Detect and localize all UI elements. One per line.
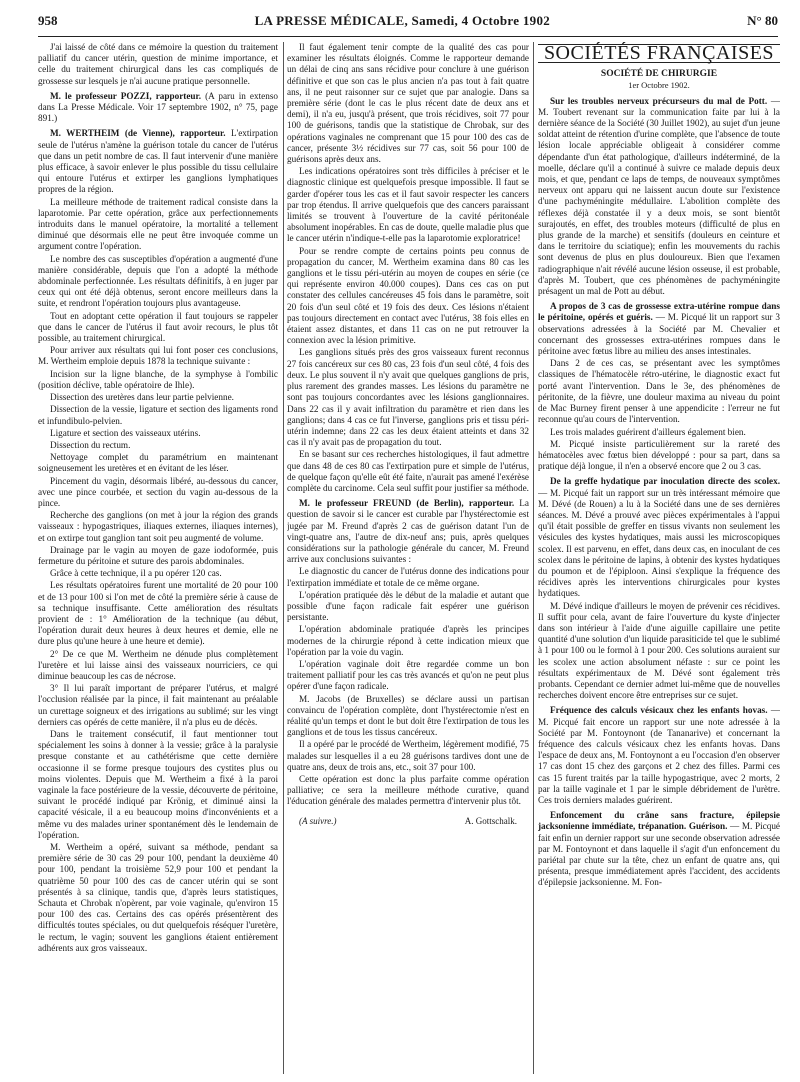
paragraph (38, 91, 278, 125)
paragraph-text: — M. Picqué fait encore un rapport sur une note adressée à la Société par M. Fontoynont (de Tananarive) et concernant la fréquence des calculs vésicaux chez les enfants hovas. Dans l'espace de deux ans, M. Fontoynont a eu l'occasion d'en observer 17 cas dont 15 chez des garçons et 2 chez des filles. Parmi ces cas 15 furent traités par la taille hypogastrique, avec 2 morts, 2 par la taille vaginale et 1 par le simple débridement de l'urètre. Ces trois derniers malades guérirent. (538, 705, 780, 805)
paragraph: M. Wertheim a opéré, suivant sa méthode, pendant sa première série de 30 cas 29 pour 100, pendant la deuxième 40 pour 100, pendant la troisième 52,9 pour 100 et pendant la quatrième 50 pour 100 des cas de cancer utérin qui se sont présentés à sa clinique, tandis que, d'après leurs statistiques, Schauta et Chrobak n'opèrent, par voie vaginale, qu'environ 15 pour 100 des cas. Certains des cas opérés présentèrent des difficultés toutes spéciales, ou dut quelquefois réséquer l'uretère, le rectum, le vagin; souvent les ganglions étaient entièrement adhérents aux gros vaisseaux. (38, 842, 278, 953)
paragraph: Dans le traitement consécutif, il faut mentionner tout spécialement les soins à donner à la vessie; grâce à la paralysie presque constante et au cathétérisme que cette dernière occasionne il se forme presque toujours des cystites plus ou moins violentes. Depuis que M. Wertheim a fixé à la paroi vaginale la face postérieure de la vessie, découverte de péritoine, suivant le procédé indiqué par Krönig, et diminué ainsi la capacité vésicale, il a eu beaucoup moins d'inconvénients et a même vu des malades uriner spontanément dès le lendemain de l'opération. (38, 728, 278, 840)
journal-title: LA PRESSE MÉDICALE, Samedi, 4 Octobre 1902 (254, 13, 551, 28)
paragraph: Grâce à cette technique, il a pu opérer 120 cas. (50, 568, 222, 579)
signature-line (287, 816, 529, 827)
to-be-continued: (A suivre.) (299, 815, 337, 826)
paragraph-text: L'extirpation seule de l'utérus n'amène la guérison totale du cancer de l'utérus que dans un petit nombre de cas. Il faut intervenir d'une manière plus efficace, à savoir enlever le plus possible du tissu cellulaire qui entoure l'utérus et extirper les ganglions lymphatiques propres de la région. (38, 128, 278, 195)
item-heading: Sur les troubles nerveux précurseurs du mal de Pott. (550, 95, 768, 106)
paragraph: La meilleure méthode de traitement radical consiste dans la laparotomie. Par cette opération, grâce aux perfectionnements introduits dans le manuel opératoire, la mortalité a tellement diminué que désormais elle ne peut être invoquée comme un argument contre l'opération. (38, 196, 278, 252)
item-heading: De la greffe hydatique par inoculation directe des scolex. (550, 476, 780, 487)
item-heading: Enfoncement du crâne sans fracture, épilepsie jacksonienne immédiate, trépanation. Guérison. (538, 810, 780, 832)
paragraph-text: — M. Toubert revenant sur la communication faite par lui à la dernière séance de la Société (30 Juillet 1902), au sujet d'un jeune soldat atteint de rétention d'urine complète, que l'absence de toute lésion locale appréciable obligeait à considérer comme dépendante d'un état pathologique, d'ailleurs indéterminé, de la moelle, déclare qu'il a continué à suivre ce malade depuis deux mois, et que, pendant ce laps de temps, de nouveaux symptômes nerveux ont apparu qui ne laissent aucun doute sur l'existence d'une pachyméningite médullaire. L'abolition complète des réflexes déjà constatée il y a deux mois, se sont bientôt surajoutés, en effet, des troubles moteurs (difficulté de plus en plus grande de la marche) et sensitifs (douleurs en ceinture et dans le territoire du sciatique); enfin les mouvements du rachis sont devenus de plus en plus douloureux. Bien que l'examen radiographique n'ait révélé aucune lésion osseuse, il est probable, d'après M. Toubert, que ces phénomènes de pachyméningite présagent un mal de Pott au début. (538, 95, 780, 297)
column-divider (533, 42, 534, 1074)
paragraph: Il faut également tenir compte de la qualité des cas pour examiner les résultats éloignés. Comme le rapporteur demande un délai de cinq ans sans récidive pour conclure à une guérison définitive et que son cas le plus ancien n'a pas tout à fait quatre ans, il ne peut raisonner sur ce sujet que par analogie. Dans sa première série (dont le cas le plus récent date de deux ans et demi), il n'a eu, jusqu'à présent, que trois récidives, soit 77 pour 100 de guérisons, tandis que la statistique de Chrobak, sur des opérations vaginales ne comprenant que 15 pour 100 des cas de cancer, présente 3½ récidives sur 77 cas, soit 56 pour 100 de guérisons après deux ans. (287, 42, 529, 165)
paragraph: Dissection de la vessie, ligature et section des ligaments rond et infundibulo-pelvien. (38, 404, 278, 426)
paragraph: En se basant sur ces recherches histologiques, il faut admettre que dans 48 de ces 80 cas l'extirpation pure et simple de l'utérus, de quelque façon qu'elle eût été faite, n'aurait pas amené l'exérèse complète du carcinome. Cela seul suffit pour justifier sa méthode. (287, 449, 529, 493)
column-1 (38, 42, 278, 1082)
section-title: SOCIÉTÉS FRANÇAISES (538, 44, 780, 63)
paragraph: Ligature et section des vaisseaux utérins. (50, 427, 201, 438)
issue-number: N° 80 (747, 13, 778, 28)
page-header (38, 6, 778, 37)
paragraph: Les indications opératoires sont très difficiles à préciser et le diagnostic clinique est quelquefois presque impossible. Il faut se garder d'opérer tous les cas et il faut savoir respecter les cancers par trop étendus. Il arrive quelquefois que des cancers paraissant limités se trouvent à l'ouverture de la cavité péritonéale absolument inopérables. En cas de doute, quelle maladie plus que le cancer utérin n'indique-t-elle pas la laparotomie exploratrice! (287, 166, 529, 244)
paragraph: L'opération vaginale doit être regardée comme un bon traitement palliatif pour les cas très avancés et qu'on ne peut plus opérer d'une façon radicale. (287, 658, 529, 692)
section-heading: M. le professeur POZZI, rapporteur. (50, 90, 202, 101)
paragraph: M. Jacobs (de Bruxelles) se déclare aussi un partisan convaincu de l'opération complète, dont l'hystérectomie n'est en réalité qu'un temps et dont le but doit être l'extirpation de tous les ganglions et de tous les tissus cancéreux. (287, 693, 529, 738)
session-date: 1er Octobre 1902. (628, 80, 690, 91)
paragraph: Tout en adoptant cette opération il faut toujours se rappeler que dans le cancer de l'utérus il faut avoir recours, le plus tôt possible, au traitement chirurgical. (38, 310, 278, 344)
paragraph-text: (A paru in extenso dans La Presse Médicale. Voir 17 septembre 1902, n° 75, page 891.) (38, 90, 278, 124)
paragraph: J'ai laissé de côté dans ce mémoire la question du traitement palliatif du cancer utérin, question de minime importance, et celle du traitement chirurgical dans les cas compliqués de grossesse sur lesquels je n'ai aucune pratique personnelle. (38, 42, 278, 86)
paragraph: Pincement du vagin, désormais libéré, au-dessous du cancer, avec une pince courbée, et section du vagin au-dessous de la pince. (38, 475, 278, 508)
paragraph: Drainage par le vagin au moyen de gaze iodoformée, puis fermeture du péritoine et suture des parois abdominales. (38, 544, 278, 566)
paragraph (287, 498, 529, 565)
paragraph (538, 810, 780, 888)
paragraph-text: — M. Picqué fait enfin un dernier rapport sur une seconde observation adressée par M. Fontoynont et dans laquelle il s'agit d'un enfoncement du pariétal par chute sur la tête, chez un enfant de quatre ans, qui présenta, presque immédiatement après l'accident, des accidents d'épilepsie jacksonienne. M. Fon- (538, 821, 780, 888)
paragraph: Pour se rendre compte de certains points peu connus de propagation du cancer, M. Wertheim examina dans 80 cas les ganglions et le tissu péri-utérin au moyen de coupes en série (ce qui représente environ 40.000 coupes). Dans ces cas on put constater des cellules cancéreuses 45 fois dans le paramètre, soit 20 fois d'un seul côté et 19 fois des deux. Ces lésions n'étaient pas toujours directement en contact avec l'utérus, 38 fois elles en étaient assez distantes, et dans 11 cas on ne put retrouver la connexion avec la lésion primitive. (287, 245, 529, 346)
paragraph (538, 476, 780, 599)
paragraph: Dissection du rectum. (50, 439, 131, 450)
paragraph (38, 128, 278, 195)
paragraph: 3° Il lui paraît important de préparer l'utérus, et malgré l'occlusion réalisée par la pince, il fait maintenant au préalable un curettage soigneux et des irrigations au sublimé; sur les vingt derniers cas opérés de cette manière, il n'a plus eu de décès. (38, 683, 278, 727)
paragraph: Recherche des ganglions (on met à jour la région des grands vaisseaux : hypogastriques, iliaques externes, iliaques internes), et on extirpe tout ganglion tant soit peu augmenté de volume. (38, 510, 278, 543)
paragraph: Cette opération est donc la plus parfaite comme opération palliative; ce sera la meilleure méthode curative, quand l'éducation générale des malades permettra d'intervenir plus tôt. (287, 774, 529, 807)
page-number: 958 (38, 13, 58, 28)
paragraph: 2° De ce que M. Wertheim ne dénude plus complètement l'uretère et lui laisse ainsi des vaisseaux nourriciers, ce qui diminue beaucoup les cas de nécrose. (38, 648, 278, 681)
paragraph: Nettoyage complet du paramétrium en maintenant soigneusement les uretères et en évitant de les léser. (38, 452, 278, 474)
paragraph: Les ganglions situés près des gros vaisseaux furent reconnus 27 fois cancéreux sur ces 80 cas, 23 fois d'un seul côté, 4 fois des deux. Le plus souvent il n'y avait que quelques ganglions de pris, plus rarement des grandes masses. Les lésions du paramètre ne sont pas toujours concordantes avec les lésions ganglionnaires. Dans 22 cas il y avait infiltration du paramètre et rien dans les ganglions; dans 4 cas ce fut l'inverse, ganglions pris et tissu péri-utérin indemne; dans 22 cas les deux étaient atteints et dans 32 cas il n'y avait pas de propagation du tout. (287, 347, 529, 448)
section-heading: M. WERTHEIM (de Vienne), rapporteur. (50, 128, 226, 139)
paragraph: Le nombre des cas susceptibles d'opération a augmenté d'une manière considérable, depuis que l'on a adopté la méthode abdominale perfectionnée. Les résultats définitifs, à en juger par ceux qui ont été déjà obtenus, seront encore meilleurs dans la suite, et rendront l'opération toujours plus avantageuse. (38, 253, 278, 309)
paragraph: Les résultats opératoires furent une mortalité de 20 pour 100 et de 13 pour 100 si l'on met de côté la première série à cause de sa technique insuffisante. Cette amélioration des résultats provient de : 1° Amélioration de la technique (au début, l'opération durait deux heures à deux heures et demie, elle ne dure plus qu'une heure à une heure et demie). (38, 580, 278, 647)
paragraph: L'opération pratiquée dès le début de la maladie et autant que possible d'une façon radicale fait espérer une guérison persistante. (287, 589, 529, 623)
author-name: A. Gottschalk. (464, 815, 517, 826)
paragraph (538, 96, 780, 298)
paragraph: Incision sur la ligne blanche, de la symphyse à l'ombilic (position déclive, table opératoire de Ihle). (38, 368, 278, 390)
column-2 (287, 42, 529, 1082)
paragraph: M. Picqué insiste particulièrement sur la rareté des hématocèles avec fœtus bien développé : pour sa part, dans sa pratique déjà longue, il n'en a observé encore que 2 ou 3 cas. (538, 438, 780, 472)
paragraph (538, 301, 780, 357)
item-heading: Fréquence des calculs vésicaux chez les enfants hovas. (550, 705, 768, 716)
paragraph-text: — M. Picqué lit un rapport sur 3 observations adressées à la Société par M. Chevalier et concernant des grossesses extra-utérines rompues dans le péritoine avec fœtus libre au milieu des anses intestinales. (538, 312, 780, 357)
section-heading: M. le professeur FREUND (de Berlin), rapporteur. (299, 498, 515, 509)
paragraph: Les trois malades guérirent d'ailleurs également bien. (550, 426, 746, 437)
column-divider (283, 42, 284, 1074)
paragraph: Dissection des uretères dans leur partie pelvienne. (50, 392, 234, 403)
item-heading: A propos de 3 cas de grossesse extra-utérine rompue dans le péritoine, opérés et guéris. (538, 301, 780, 323)
column-3 (538, 42, 780, 1082)
paragraph: M. Dévé indique d'ailleurs le moyen de prévenir ces récidives. Il suffit pour cela, avant de faire l'ouverture du kyste d'injecter dans son intérieur à l'aide d'une aiguille capillaire une petite quantité d'une solution d'un liquide parasiticide tel que le sublimé à 1 pour 100 ou le formol à 1 pour 200. Ces solutions auraient sur les scolex une action absolument néfaste : sur ce point les résultats expérimentaux de M. Dévé sont également très probants. Cependant ce dernier admet lui-même que de nouvelles recherches doivent encore être entreprises sur ce sujet. (538, 600, 780, 701)
paragraph: Il a opéré par le procédé de Wertheim, légèrement modifié, 75 malades sur lesquelles il a eu 28 guérisons tardives dont une de quatre ans, deux de trois ans, etc., soit 37 pour 100. (287, 739, 529, 772)
paragraph: Pour arriver aux résultats qui lui font poser ces conclusions, M. Wertheim emploie depuis 1878 la technique suivante : (38, 345, 278, 367)
paragraph (538, 705, 780, 806)
paragraph: Dans 2 de ces cas, se présentant avec les symptômes classiques de l'hématocèle rétro-utérine, le diagnostic exact fut porté avant l'intervention. Dans le 3e, des phénomènes de péritonite, de la fièvre, une douleur maxima au niveau du point de Mac Burney firent penser à une appendicite : l'erreur ne fut reconnue qu'au cours de l'intervention. (538, 358, 780, 425)
paragraph-text: La question de savoir si le cancer est curable par l'hystérectomie est jugée par M. Freund d'après 2 cas de guérison datant l'un de vingt-quatre ans, l'autre de dix-neuf ans; puis, après quelques considérations sur la pathologie générale du cancer, M. Freund arrive aux conclusions suivantes : (287, 498, 529, 565)
paragraph-text: — M. Picqué fait un rapport sur un très intéressant mémoire que M. Dévé (de Rouen) a lu à la Société dans une de ses dernières séances. M. Dévé a prouvé avec pièces expérimentales à l'appui qu'il était possible de greffer en tissus vivants non seulement les vésicules des kystes hydatiques, mais aussi les microscopiques scolex. Il est parvenu, en effet, dans deux cas, en inoculant de ces scolex dans le péritoine de lapins, à obtenir des kystes hydatiques du poumon et de l'épiploon. Ainsi s'explique la fréquence des récidives après les interventions chirurgicales pour kystes hydatiques. (538, 487, 780, 599)
society-name: SOCIÉTÉ DE CHIRURGIE (600, 69, 718, 80)
paragraph: L'opération abdominale pratiquée d'après les principes modernes de la chirurgie répond à cette indication mieux que l'opération par la voie du vagin. (287, 624, 529, 657)
paragraph: Le diagnostic du cancer de l'utérus donne des indications pour l'extirpation immédiate et totale de ce même organe. (287, 566, 529, 588)
